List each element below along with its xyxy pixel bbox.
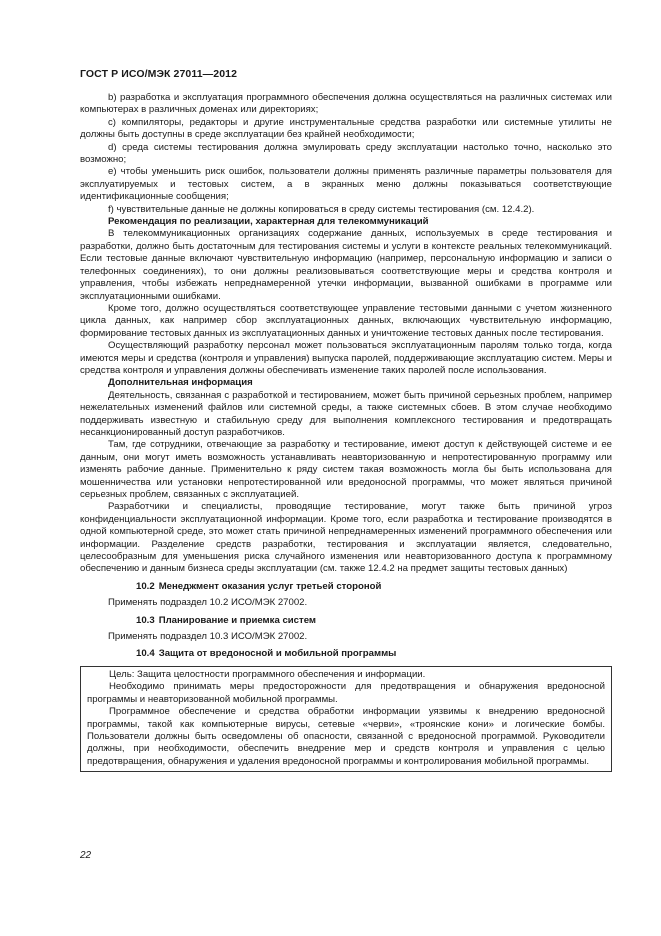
page-number: 22 — [80, 850, 92, 861]
paragraph: Разработчики и специалисты, проводящие тестирование, могут также быть причиной угроз конфиденциальности эксплуатационной информации. Кроме того, если разработка и тестирование производятся в одной компьютерной среде, это может стать причиной непреднамеренных изменений программного обеспечения или информации. Разделение средств разработки, тестирования и эксплуатации является, следовательно, целесообразным для уменьшения риска случайного изменения или неавторизованного доступа к программному обеспечению и данным бизнеса среды эксплуатации (см. также 12.4.2 на предмет защиты тестовых данных) — [80, 501, 612, 575]
box-paragraph: Цель: Защита целостности программного обеспечения и информации. — [109, 668, 426, 680]
objective-box — [80, 666, 612, 772]
section-title: Защита от вредоносной и мобильной программы — [158, 648, 397, 660]
paragraph: c) компиляторы, редакторы и другие инструментальные средства разработки или системные утилиты не должны быть доступны в среде эксплуатации без крайней необходимости; — [80, 116, 612, 141]
section-title: Планирование и приемка систем — [158, 614, 317, 626]
section-apply-text: Применять подраздел 10.3 ИСО/МЭК 27002. — [108, 631, 308, 643]
section-number: 10.3 — [136, 614, 155, 626]
section-heading-10-4 — [80, 648, 612, 660]
paragraph: d) среда системы тестирования должна эмулировать среду эксплуатации настолько точно, насколько это возможно; — [80, 141, 612, 166]
paragraph: Там, где сотрудники, отвечающие за разработку и тестирование, имеют доступ к действующей системе и ее данным, они могут иметь возможность устанавливать неавторизованную и непротестированную программу или изменять рабочие данные. Применительно к ряду систем такая возможность могла бы быть использована для мошенничества или установки непротестированной или вредоносной программы, что может являться причиной серьезных проблем, связанных с эксплуатацией. — [80, 439, 612, 500]
paragraph: Осуществляющий разработку персонал может пользоваться эксплуатационным паролям только тогда, когда имеются меры и средства (контроля и управления) выпуска паролей, поддерживающие эксплуатацию систем. Меры и средства контроля и управления должны обеспечивать изменение таких паролей после использования. — [80, 340, 612, 376]
section-heading-10-3 — [80, 615, 612, 627]
section-number: 10.2 — [136, 580, 155, 592]
paragraph: В телекоммуникационных организациях содержание данных, используемых в среде тестирования и разработки, должно быть достаточным для тестирования системы и услуги в контексте реальных телекоммуникаций. Если тестовые данные включают чувствительную информацию (например, персональную информацию и записи о телефонных соединениях), то они должны реализовываться соответствующие меры и средства контроля и управления, чтобы избежать непреднамеренной утечки информации, вызванной ошибками в программе или эксплуатационными ошибками. — [80, 228, 612, 302]
document-header: ГОСТ Р ИСО/МЭК 27011—2012 — [80, 68, 238, 80]
section-apply-text: Применять подраздел 10.2 ИСО/МЭК 27002. — [108, 597, 308, 609]
paragraph: f) чувствительные данные не должны копироваться в среду системы тестирования (см. 12.4.2). — [108, 203, 535, 215]
subheading-telecom: Рекомендация по реализации, характерная для телекоммуникаций — [108, 216, 429, 228]
box-paragraph: Необходимо принимать меры предосторожности для предотвращения и обнаружения вредоносной программы и неавторизованной мобильной программы. — [87, 681, 605, 705]
paragraph: Деятельность, связанная с разработкой и тестированием, может быть причиной серьезных проблем, например нежелательных изменений файлов или системной среды, а также системных сбоев. В этом случае необходимо поддерживать известную и стабильную среду для выполнения комплексного тестирования и предотвращать несанкционированный доступ разработчиков. — [80, 389, 612, 438]
box-paragraph: Программное обеспечение и средства обработки информации уязвимы к внедрению вредоносной программы, такой как компьютерные вирусы, сетевые «черви», «троянские кони» и логические бомбы. Пользователи должны быть осведомлены об опасности, связанной с вредоносной программой. Руководители должны, при необходимости, обеспечить внедрение мер и средств контроля и управления с целью предотвращения, обнаружения и удаления вредоносной программы и контролирования мобильной программы. — [87, 706, 605, 767]
paragraph: e) чтобы уменьшить риск ошибок, пользователи должны применять различные параметры пользователя для эксплуатируемых и тестовых систем, а в экранных меню должны показываться соответствующие идентификационные сообщения; — [80, 166, 612, 203]
subheading-additional-info: Дополнительная информация — [108, 377, 253, 389]
paragraph: Кроме того, должно осуществляться соответствующее управление тестовыми данными с учетом жизненного цикла данных, как например сбор эксплуатационных данных, включающих чувствительную информацию, формирование тестовых данных из эксплуатационных данных и уничтожение тестовых данных после тестирования. — [80, 302, 612, 339]
page-content — [80, 92, 612, 772]
section-number: 10.4 — [136, 648, 155, 660]
paragraph: b) разработка и эксплуатация программного обеспечения должна осуществляться на различных системах или компьютерах в различных доменах или директориях; — [80, 92, 612, 116]
section-title: Менеджмент оказания услуг третьей стороной — [158, 580, 382, 592]
section-heading-10-2 — [80, 581, 612, 593]
